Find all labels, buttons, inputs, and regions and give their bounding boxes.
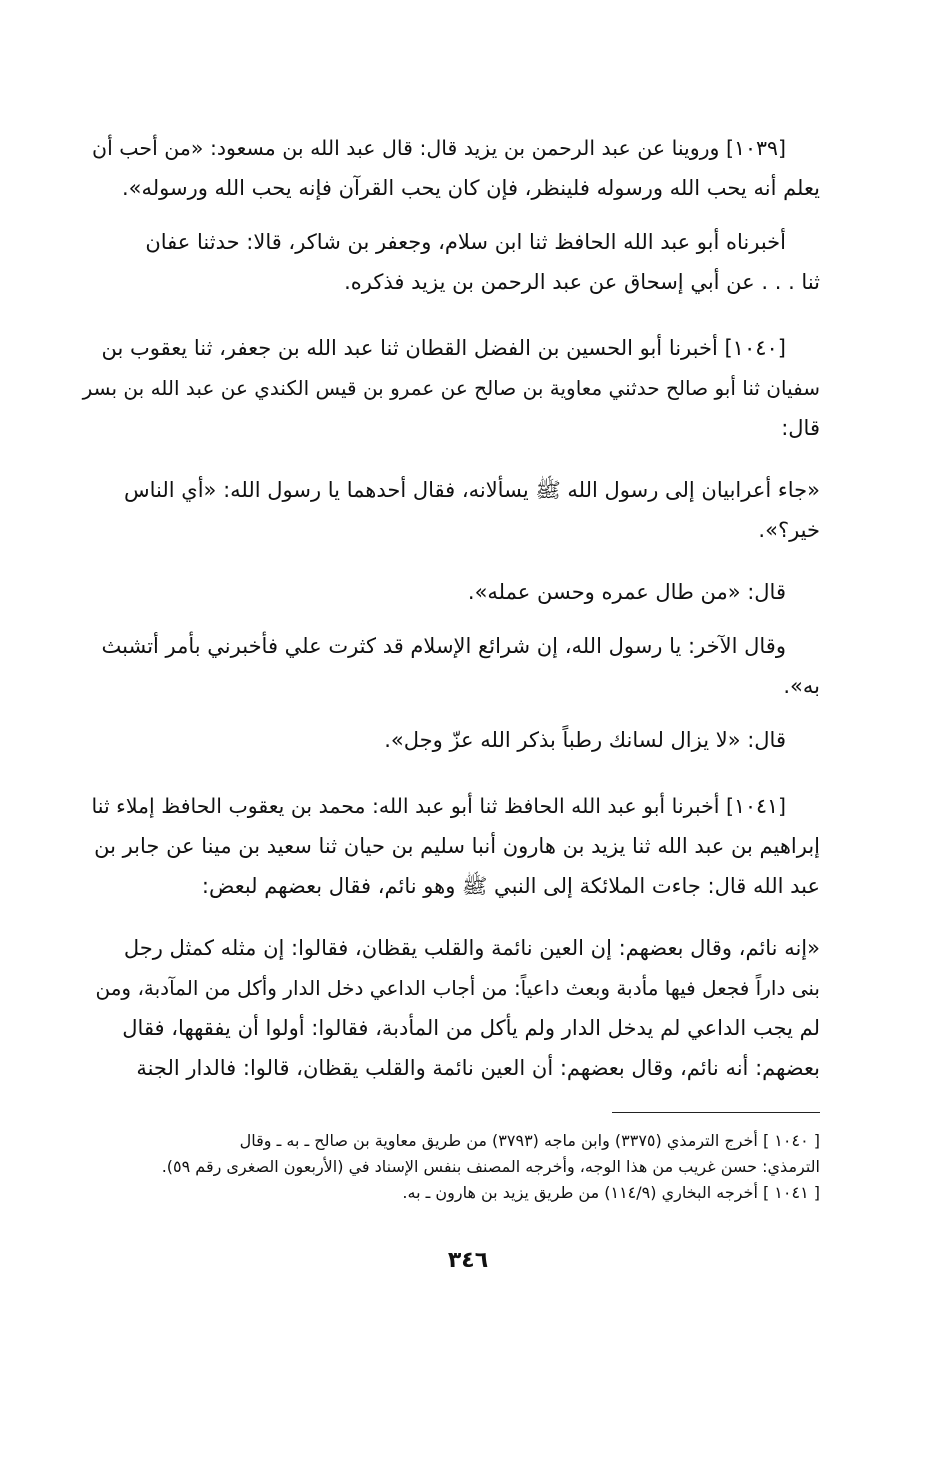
paragraph-1041 bbox=[80, 786, 820, 906]
text-line: إبراهيم بن عبد الله ثنا يزيد بن هارون أنبا سليم بن حيان ثنا سعيد بن مينا عن جابر بن bbox=[94, 834, 820, 858]
footnotes bbox=[80, 1128, 820, 1206]
footnote-line: الترمذي: حسن غريب من هذا الوجه، وأخرجه المصنف بنفس الإسناد في (الأربعون الصغرى رقم ٥٩). bbox=[161, 1157, 820, 1176]
page-number: ٣٤٦ bbox=[447, 1248, 489, 1273]
footnote-line: [ ١٠٤٠ ] أخرج الترمذي (٣٣٧٥) وابن ماجه (٣٧٩٣) من طريق معاوية بن صالح ـ به ـ وقال bbox=[239, 1131, 820, 1150]
text-line: وقال الآخر: يا رسول الله، إن شرائع الإسلام قد كثرت علي فأخبرني بأمر أتشبث bbox=[101, 634, 786, 658]
text-line: يعلم أنه يحب الله ورسوله فلينظر، فإن كان يحب القرآن فإنه يحب الله ورسوله». bbox=[121, 176, 820, 200]
text-line: [١٠٤١] أخبرنا أبو عبد الله الحافظ ثنا أبو عبد الله: محمد بن يعقوب الحافظ إملاء ثنا bbox=[91, 794, 786, 818]
paragraph-1039-isnad bbox=[80, 222, 820, 302]
text-line: خير؟». bbox=[758, 518, 820, 542]
text-line: سفيان ثنا أبو صالح حدثني معاوية بن صالح عن عمرو بن قيس الكندي عن عبد الله بن بسر bbox=[82, 376, 820, 400]
text-line: ثنا . . . عن أبي إسحاق عن عبد الرحمن بن يزيد فذكره. bbox=[344, 270, 820, 294]
text-line: قال: «لا يزال لسانك رطباً بذكر الله عزّ وجل». bbox=[384, 728, 786, 752]
text-line: «جاء أعرابيان إلى رسول الله ﷺ يسألانه، فقال أحدهما يا رسول الله: «أي الناس bbox=[124, 478, 820, 502]
footnote-divider bbox=[612, 1112, 820, 1113]
footnote-line: [ ١٠٤١ ] أخرجه البخاري (١١٤/٩) من طريق يزيد بن هارون ـ به. bbox=[402, 1183, 820, 1202]
paragraph-1041-matn bbox=[80, 928, 820, 1088]
paragraph-1040-matn bbox=[80, 470, 820, 550]
text-line: قال: bbox=[781, 416, 820, 440]
text-line: لم يجب الداعي لم يدخل الدار ولم يأكل من المأدبة، فقالوا: أولوا أن يفقهها، فقال bbox=[122, 1016, 820, 1040]
main-text bbox=[80, 128, 820, 1088]
text-line: قال: «من طال عمره وحسن عمله». bbox=[467, 580, 786, 604]
paragraph-1040-answer bbox=[80, 572, 820, 612]
text-line: أخبرناه أبو عبد الله الحافظ ثنا ابن سلام، وجعفر بن شاكر، قالا: حدثنا عفان bbox=[145, 230, 786, 254]
text-line: [١٠٣٩] وروينا عن عبد الرحمن بن يزيد قال: قال عبد الله بن مسعود: «من أحب أن bbox=[92, 136, 786, 160]
text-line: عبد الله قال: جاءت الملائكة إلى النبي ﷺ وهو نائم، فقال بعضهم لبعض: bbox=[201, 874, 820, 898]
text-line: بنى داراً فجعل فيها مأدبة وبعث داعياً: من أجاب الداعي دخل الدار وأكل من المآدبة، ومن bbox=[95, 976, 820, 1000]
paragraph-1040 bbox=[80, 328, 820, 448]
text-line: به». bbox=[783, 674, 820, 698]
text-line: بعضهم: أنه نائم، وقال بعضهم: أن العين نائمة والقلب يقظان، قالوا: فالدار الجنة bbox=[136, 1056, 820, 1080]
text-line: «إنه نائم، وقال بعضهم: إن العين نائمة والقلب يقظان، فقالوا: إن مثله كمثل رجل bbox=[123, 936, 820, 960]
paragraph-1040-question-2 bbox=[80, 626, 820, 706]
paragraph-1040-answer-2 bbox=[80, 720, 820, 760]
paragraph-1039 bbox=[80, 128, 820, 208]
text-line: [١٠٤٠] أخبرنا أبو الحسين بن الفضل القطان ثنا عبد الله بن جعفر، ثنا يعقوب بن bbox=[101, 336, 786, 360]
